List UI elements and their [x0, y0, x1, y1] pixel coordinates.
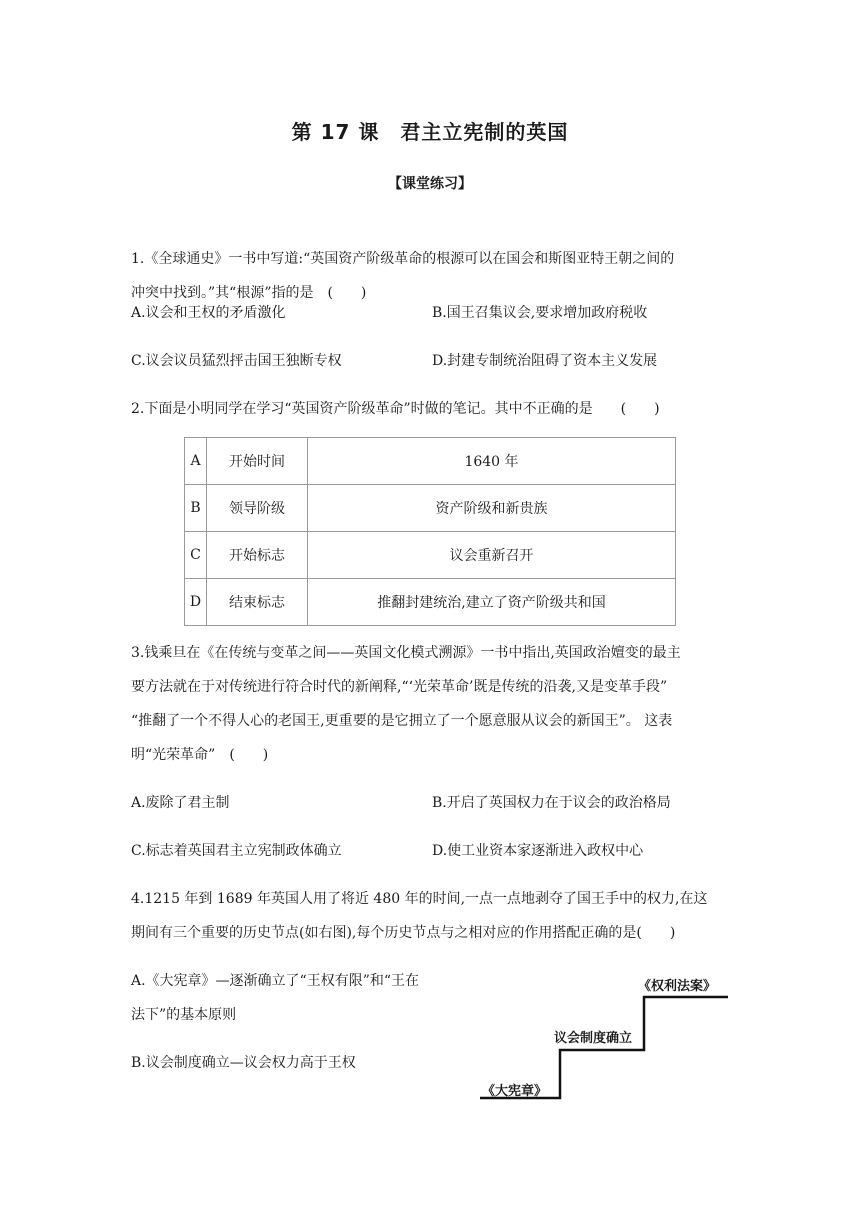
row-content: 资产阶级和新贵族	[308, 485, 676, 532]
row-item: 开始标志	[207, 532, 308, 579]
q3-stem-line-2: 要方法就在于对传统进行符合时代的新阐释,“‘光荣革命’既是传统的沿袭,又是变革手段”	[131, 679, 668, 695]
notes-table	[184, 437, 676, 626]
q3-stem-line-4: 明“光荣革命” ( )	[131, 747, 269, 763]
stair-label-magna-carta: 《大宪章》	[482, 1084, 548, 1099]
row-letter: C	[185, 532, 207, 579]
row-letter: A	[185, 438, 207, 485]
q4-stem-line-1: 4.1215 年到 1689 年英国人用了将近 480 年的时间,一点一点地剥夺了国王手中的权力,在这	[131, 891, 708, 907]
q1-option-d: D.封建专制统治阻碍了资本主义发展	[432, 353, 658, 369]
q3-stem-line-3: “推翻了一个不得人心的老国王,更重要的是它拥立了一个愿意服从议会的新国王”。 这表	[131, 713, 673, 729]
q1-stem-line-1: 1.《全球通史》一书中写道:“英国资产阶级革命的根源可以在国会和斯图亚特王朝之间的	[131, 251, 675, 267]
q3-option-d: D.使工业资本家逐渐进入政权中心	[432, 843, 644, 859]
row-content: 议会重新召开	[308, 532, 676, 579]
table-row	[185, 579, 676, 626]
row-content: 1640 年	[308, 438, 676, 485]
q3-option-b: B.开启了英国权力在于议会的政治格局	[432, 795, 671, 811]
row-letter: D	[185, 579, 207, 626]
table-row	[185, 532, 676, 579]
stair-label-parliament: 议会制度确立	[554, 1031, 633, 1046]
table-row	[185, 438, 676, 485]
q4-option-a-line-2: 法下”的基本原则	[131, 1007, 237, 1023]
stair-label-bill-of-rights: 《权利法案》	[638, 979, 717, 994]
page-title: 第 17 课 君主立宪制的英国	[291, 120, 569, 144]
q1-stem-line-2: 冲突中找到。”其“根源”指的是 ( )	[131, 285, 367, 301]
row-item: 结束标志	[207, 579, 308, 626]
q2-stem: 2.下面是小明同学在学习“英国资产阶级革命”时做的笔记。其中不正确的是 ( )	[131, 401, 660, 417]
q1-option-b: B.国王召集议会,要求增加政府税收	[432, 305, 648, 321]
q3-option-a: A.废除了君主制	[131, 795, 230, 811]
q4-stem-line-2: 期间有三个重要的历史节点(如右图),每个历史节点与之相对应的作用搭配正确的是( )	[131, 925, 676, 941]
row-content: 推翻封建统治,建立了资产阶级共和国	[308, 579, 676, 626]
row-letter: B	[185, 485, 207, 532]
q1-option-c: C.议会议员猛烈抨击国王独断专权	[131, 353, 342, 369]
table-row	[185, 485, 676, 532]
history-staircase-figure	[478, 970, 738, 1100]
row-item: 领导阶级	[207, 485, 308, 532]
q3-stem-line-1: 3.钱乘旦在《在传统与变革之间——英国文化模式溯源》一书中指出,英国政治嬗变的最主	[131, 645, 681, 661]
q1-option-a: A.议会和王权的矛盾激化	[131, 305, 286, 321]
q4-option-a-line-1: A.《大宪章》—逐渐确立了“王权有限”和“王在	[131, 973, 420, 989]
q4-option-b: B.议会制度确立—议会权力高于王权	[131, 1055, 356, 1071]
q3-option-c: C.标志着英国君主立宪制政体确立	[131, 843, 342, 859]
row-item: 开始时间	[207, 438, 308, 485]
section-heading: 【课堂练习】	[388, 176, 472, 192]
